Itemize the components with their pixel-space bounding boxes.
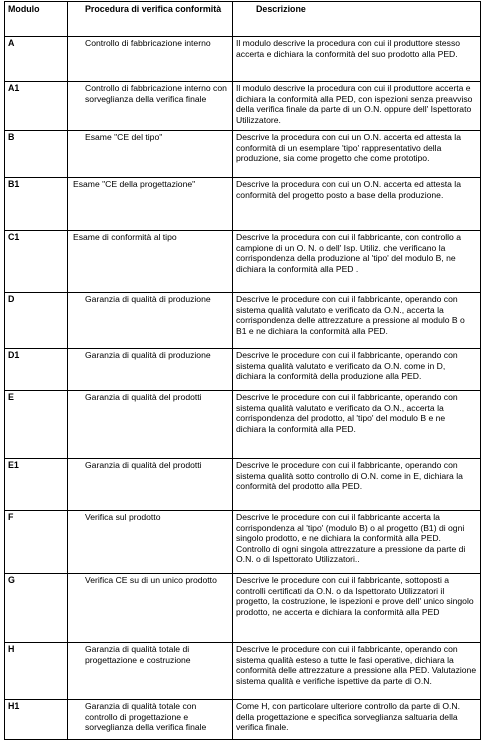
row-modulo: E1 xyxy=(5,459,68,511)
table-row xyxy=(5,643,481,700)
row-modulo: A xyxy=(5,37,68,82)
header-procedura: Procedura di verifica conformità xyxy=(68,2,233,37)
row-procedura: Esame di conformità al tipo xyxy=(68,231,233,293)
row-descrizione: Descrive la procedura con cui un O.N. accerta ed attesta la conformità del progetto posto a base della produzione. xyxy=(233,178,481,231)
row-procedura: Garanzia di qualità di produzione xyxy=(68,349,233,391)
row-descrizione: Come H, con particolare ulteriore controllo da parte di O.N. della progettazione e specifica sorveglianza saltuaria della verifica finale. xyxy=(233,700,481,740)
row-modulo: B1 xyxy=(5,178,68,231)
table-row xyxy=(5,391,481,459)
table-row xyxy=(5,231,481,293)
row-modulo: A1 xyxy=(5,82,68,131)
row-descrizione: Descrive le procedure con cui il fabbricante, operando con sistema qualità sotto controllo di O.N. come in E, dichiara la conformità del prodotto alla PED. xyxy=(233,459,481,511)
row-procedura: Garanzia di qualità totale con controllo di progettazione e sorveglianza della verifica finale xyxy=(68,700,233,740)
header-modulo: Modulo xyxy=(5,2,68,37)
table-row xyxy=(5,37,481,82)
row-modulo: H1 xyxy=(5,700,68,740)
row-procedura: Controllo di fabbricazione interno con sorveglianza della verifica finale xyxy=(68,82,233,131)
row-descrizione: Descrive le procedure con cui il fabbricante, operando con sistema qualità valutato e verificato da O.N., accerta la corrispondenza del prodotto, al 'tipo' del modulo B e ne dichiara la conformità alla PED. xyxy=(233,391,481,459)
row-procedura: Garanzia di qualità del prodotti xyxy=(68,391,233,459)
row-procedura: Esame "CE della progettazione" xyxy=(68,178,233,231)
table-row xyxy=(5,700,481,740)
row-descrizione: Il modulo descrive la procedura con cui il produttore stesso accerta e dichiara la conformità del suo prodotto alla PED. xyxy=(233,37,481,82)
row-procedura: Verifica sul prodotto xyxy=(68,511,233,574)
row-procedura: Controllo di fabbricazione interno xyxy=(68,37,233,82)
table-row xyxy=(5,574,481,643)
row-modulo: E xyxy=(5,391,68,459)
row-modulo: D1 xyxy=(5,349,68,391)
table-row xyxy=(5,293,481,349)
table-row xyxy=(5,459,481,511)
row-descrizione: Descrive le procedure con cui il fabbricante, operando con sistema qualità esteso a tutte le fasi operative, dichiara la conformità delle attrezzature a pressione alla PED. Valutazione sistema qualità e verifiche ispettive da parte di O.N. xyxy=(233,643,481,700)
row-modulo: C1 xyxy=(5,231,68,293)
row-modulo: H xyxy=(5,643,68,700)
row-procedura: Esame "CE del tipo" xyxy=(68,131,233,178)
row-descrizione: Descrive la procedura con cui il fabbricante, con controllo a campione di un O. N. o dell' Isp. Utiliz. che verificano la corrispondenza della produzione al 'tipo' del modulo B, ne dichiara la conformità alla PED . xyxy=(233,231,481,293)
row-modulo: F xyxy=(5,511,68,574)
row-procedura: Garanzia di qualità totale di progettazione e costruzione xyxy=(68,643,233,700)
row-descrizione: Descrive le procedure con cui il fabbricante accerta la corrispondenza al 'tipo' (modulo B) o al progetto (B1) di ogni singolo prodotto, e ne dichiara la conformità alla PED. Controllo di ogni singola attrezzature a pressione da parte di O.N. o di Ispettorato Utilizzatori.. xyxy=(233,511,481,574)
table-row xyxy=(5,178,481,231)
table-row xyxy=(5,511,481,574)
table-row xyxy=(5,131,481,178)
table-header-row xyxy=(5,2,481,37)
table-row xyxy=(5,82,481,131)
row-modulo: D xyxy=(5,293,68,349)
row-modulo: G xyxy=(5,574,68,643)
row-modulo: B xyxy=(5,131,68,178)
row-descrizione: Il modulo descrive la procedura con cui il produttore accerta e dichiara la conformità alla PED, con ispezioni senza preavviso della verifica finale da parte di un O.N. oppure dell' Ispettorato Utilizzatore. xyxy=(233,82,481,131)
row-procedura: Garanzia di qualità di produzione xyxy=(68,293,233,349)
conformity-modules-table xyxy=(4,1,481,740)
row-descrizione: Descrive le procedure con cui il fabbricante, operando con sistema qualità valutato e verificato da O.N., accerta la corrispondenza delle attrezzature a pressione al modulo B o B1 e ne dichiara la conformità alla PED. xyxy=(233,293,481,349)
row-procedura: Garanzia di qualità del prodotti xyxy=(68,459,233,511)
header-descrizione: Descrizione xyxy=(233,2,481,37)
row-descrizione: Descrive le procedure con cui il fabbricante, sottoposti a controlli certificati da O.N. o da Ispettorato Utilizzatori il progetto, la costruzione, le ispezioni e prove dell' unico singolo prodotto, ne accerta e dichiara la conformità alla PED xyxy=(233,574,481,643)
row-descrizione: Descrive la procedura con cui un O.N. accerta ed attesta la conformità di un esemplare 'tipo' rappresentativo della produzione, sia come progetto che come prototipo. xyxy=(233,131,481,178)
row-descrizione: Descrive le procedure con cui il fabbricante, operando con sistema qualità valutato e verificato da O.N. come in D, dichiara la conformità della produzione alla PED. xyxy=(233,349,481,391)
table-row xyxy=(5,349,481,391)
row-procedura: Verifica CE su di un unico prodotto xyxy=(68,574,233,643)
document-page xyxy=(4,1,481,740)
